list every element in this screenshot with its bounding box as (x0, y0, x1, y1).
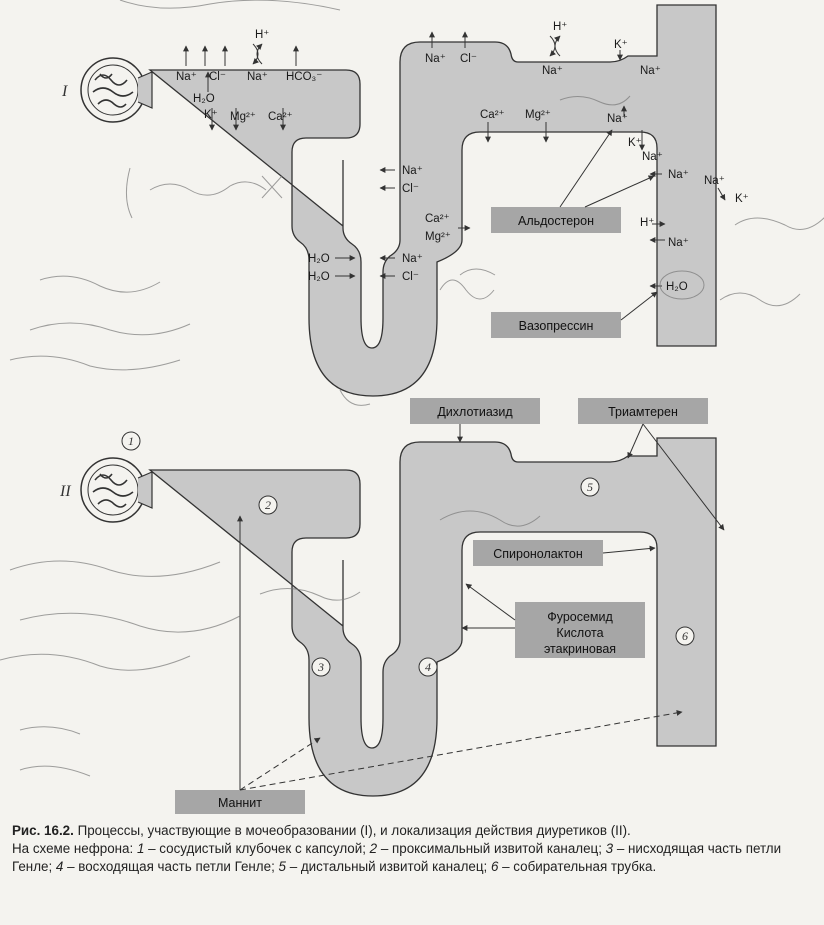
nephron-diagram-II (59, 398, 724, 814)
legend-text: – сосудистый клубочек с капсулой; (144, 841, 370, 856)
ion-cl: Cl⁻ (402, 271, 419, 283)
ion-k: K⁺ (614, 39, 628, 51)
ion-mg: Mg²⁺ (230, 111, 256, 123)
ion-na: Na⁺ (668, 169, 689, 181)
ion-na: Na⁺ (402, 165, 423, 177)
ion-h2o: H₂O (308, 253, 330, 265)
ion-na: Na⁺ (247, 71, 268, 83)
ion-h2o: H₂O (666, 281, 688, 293)
segment-number-1: 1 (128, 434, 134, 448)
ion-na: Na⁺ (542, 65, 563, 77)
ion-mg: Mg²⁺ (525, 109, 551, 121)
caption-title (12, 822, 812, 840)
ion-cl: Cl⁻ (460, 53, 477, 65)
legend-text: – дистальный извитой каналец; (285, 859, 491, 874)
segment-number-6: 6 (682, 629, 688, 643)
vasopressin-box (491, 312, 621, 338)
triamterene-label: Триамтерен (608, 405, 678, 419)
mannitol-label: Маннит (217, 796, 263, 810)
segment-number-2: 2 (265, 498, 271, 512)
glomerulus-capsule-I (81, 58, 152, 122)
figure-caption (12, 822, 812, 876)
legend-num: 3 (605, 841, 614, 856)
legend-num: 5 (278, 859, 286, 874)
legend-num: 1 (136, 841, 145, 856)
caption-legend (12, 840, 812, 876)
ion-mg: Mg²⁺ (425, 231, 451, 243)
dichlothiazide-label: Дихлотиазид (437, 405, 513, 419)
furosemide-label: Фуросемид (547, 610, 613, 624)
vasopressin-label: Вазопрессин (518, 319, 594, 333)
ion-na: Na⁺ (607, 113, 628, 125)
ion-k: K⁺ (628, 137, 642, 149)
ion-ca: Ca²⁺ (268, 111, 293, 123)
triamterene-box (578, 398, 708, 424)
mannitol-box (175, 790, 305, 814)
ion-ca: Ca²⁺ (425, 213, 450, 225)
aldosterone-box (491, 207, 621, 233)
ion-na: Na⁺ (176, 71, 197, 83)
ion-na: Na⁺ (402, 253, 423, 265)
ion-hco3: HCO₃⁻ (286, 71, 323, 83)
legend-text: – восходящая часть петли Генле; (63, 859, 279, 874)
legend-num: 6 (490, 859, 499, 874)
legend-text: – проксимальный извитой каналец; (377, 841, 606, 856)
ion-cl: Cl⁻ (209, 71, 226, 83)
segment-number-5: 5 (587, 480, 593, 494)
ion-h: H⁺ (640, 217, 655, 229)
etacrynic-label-2: этакриновая (543, 642, 617, 656)
ion-k: K⁺ (735, 193, 749, 205)
legend-text: – нисходящая часть петли Генле; (12, 841, 782, 874)
ion-na: Na⁺ (668, 237, 689, 249)
caption-title-text: Процессы, участвующие в мочеобразовании (I), и локализация действия диуретиков (II). (73, 823, 631, 838)
ion-k: K⁺ (204, 109, 218, 121)
segment-number-4: 4 (425, 660, 431, 674)
segment-number-3: 3 (318, 660, 324, 674)
roman-label-II: II (60, 483, 71, 500)
ion-na: Na⁺ (642, 151, 663, 163)
ion-h: H⁺ (255, 29, 270, 41)
nephron-diagram-I (61, 5, 749, 396)
ion-h2o: H₂O (193, 93, 215, 105)
furosemide-box (515, 602, 645, 658)
spironolactone-box (473, 540, 603, 566)
aldosterone-label: Альдостерон (518, 214, 594, 228)
ion-na: Na⁺ (425, 53, 446, 65)
roman-label-I: I (62, 83, 68, 100)
ion-na: Na⁺ (640, 65, 661, 77)
ion-ca: Ca²⁺ (480, 109, 505, 121)
legend-num: 2 (369, 841, 378, 856)
legend-intro: На схеме нефрона: (12, 841, 137, 856)
ion-cl: Cl⁻ (402, 183, 419, 195)
dichlothiazide-box (410, 398, 540, 424)
glomerulus-capsule-II (81, 458, 152, 522)
legend-text: – собирательная трубка. (498, 859, 657, 874)
spironolactone-label: Спиронолактон (493, 547, 583, 561)
etacrynic-label-1: Кислота (556, 626, 604, 640)
ion-h: H⁺ (553, 21, 568, 33)
ion-h2o: H₂O (308, 271, 330, 283)
figure-label: Рис. 16.2. (12, 823, 74, 838)
ion-na-interstitial: Na⁺ (704, 175, 725, 187)
legend-num: 4 (55, 859, 64, 874)
